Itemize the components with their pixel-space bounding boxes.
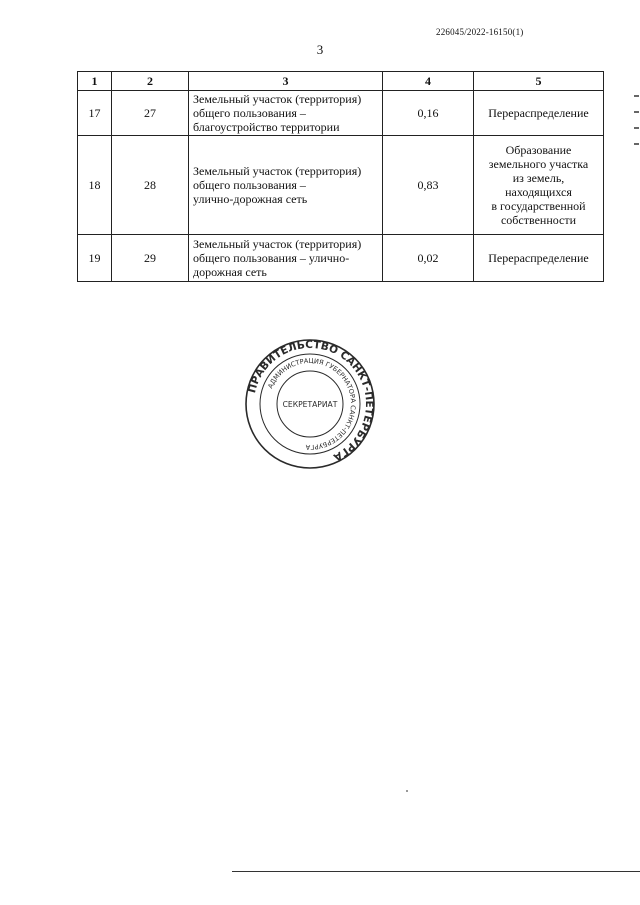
header-col-4: 4 (383, 72, 474, 91)
plot-description (189, 91, 383, 136)
plot-number: 28 (112, 136, 189, 235)
row-number: 18 (78, 136, 112, 235)
description-line: общего пользования – улично- (193, 251, 350, 265)
plot-number: 29 (112, 235, 189, 282)
method-line: находящихся (505, 185, 572, 199)
scan-speck (406, 790, 408, 792)
footer-rule (232, 871, 640, 872)
formation-method (474, 235, 604, 282)
seal-inner-text: АДМИНИСТРАЦИЯ ГУБЕРНАТОРА САНКТ-ПЕТЕРБУРГА (266, 356, 358, 452)
method-line: земельного участка (488, 157, 589, 171)
method-line: в государственной (491, 199, 586, 213)
page-number: 3 (316, 42, 324, 57)
seal-center-text: СЕКРЕТАРИАТ (282, 400, 338, 409)
table-row (78, 235, 604, 282)
method-line: из земель, (512, 171, 565, 185)
header-col-5: 5 (474, 72, 604, 91)
row-number: 19 (78, 235, 112, 282)
description-line: благоустройство территории (193, 120, 340, 134)
table-header-row (78, 72, 604, 91)
description-line: Земельный участок (территория) (193, 237, 362, 251)
description-line: общего пользования – (193, 106, 306, 120)
plot-area: 0,83 (383, 136, 474, 235)
description-line: Земельный участок (территория) (193, 164, 362, 178)
plot-area: 0,16 (383, 91, 474, 136)
seal-outer-text: ПРАВИТЕЛЬСТВО САНКТ-ПЕТЕРБУРГА (246, 338, 376, 464)
formation-method (474, 91, 604, 136)
plot-number: 27 (112, 91, 189, 136)
formation-method (474, 136, 604, 235)
method-line: Образование (505, 143, 572, 157)
method-line: собственности (500, 213, 577, 227)
plot-description (189, 136, 383, 235)
header-col-2: 2 (112, 72, 189, 91)
method-line: Перераспределение (488, 106, 589, 120)
method-line: Перераспределение (488, 251, 589, 265)
header-col-3: 3 (189, 72, 383, 91)
description-line: улично-дорожная сеть (193, 192, 308, 206)
plot-description (189, 235, 383, 282)
table-row (78, 91, 604, 136)
table-row (78, 136, 604, 235)
plot-area: 0,02 (383, 235, 474, 282)
scan-edge-marks (634, 95, 640, 185)
land-plots-table (77, 71, 604, 282)
description-line: общего пользования – (193, 178, 306, 192)
description-line: дорожная сеть (193, 265, 267, 279)
description-line: Земельный участок (территория) (193, 92, 362, 106)
row-number: 17 (78, 91, 112, 136)
document-number: 226045/2022-16150(1) (436, 27, 524, 37)
header-col-1: 1 (78, 72, 112, 91)
secretariat-seal (244, 338, 376, 470)
